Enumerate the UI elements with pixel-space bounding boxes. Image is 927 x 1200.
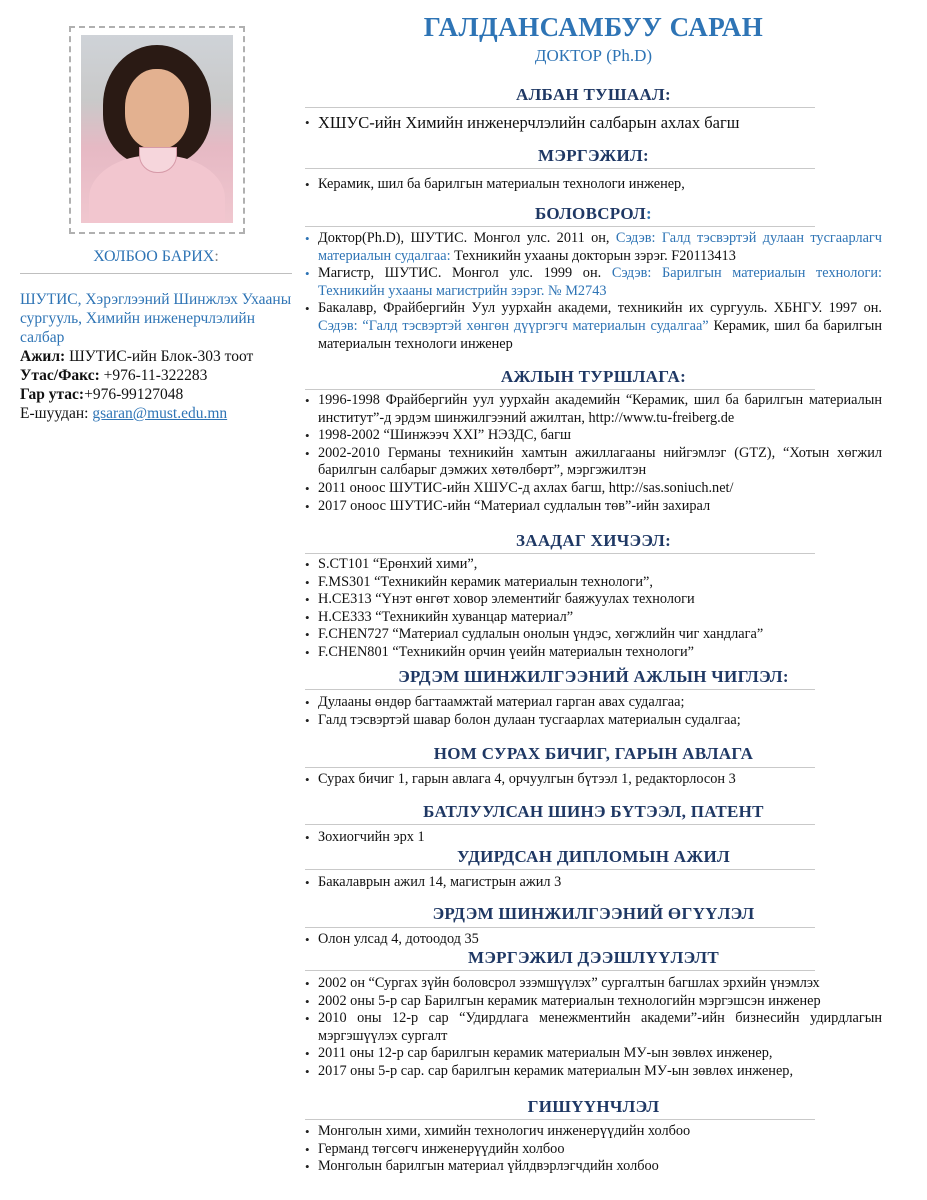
contact-organization: ШУТИС, Хэрэглээний Шинжлэх Ухааны сургууль, Химийн инженерчлэлийн салбар: [20, 291, 292, 346]
list-item: • 2002-2010 Германы техникийн хамтын ажиллагааны нийгэмлэг (GTZ), “Хотын хөгжил барилгын салбарыг дэмжих хөтөлбөрт”, мэргэжилтэн: [305, 445, 882, 480]
list-item: • Бакалавр, Фрайбергийн Уул уурхайн академи, техникийн их сургууль. ХБНГУ. 1997 он. Сэдэв: “Галд тэсвэртэй хөнгөн дүүргэгч материалын судалгаа” Керамик, шил ба барилгын материалын технологи инженер: [305, 300, 882, 353]
list-item: • Керамик, шил ба барилгын материалын технологи инженер,: [305, 176, 882, 194]
list-item: • 1998-2002 “Шинжээч XXI” НЭЗДС, багш: [305, 427, 882, 445]
section-title-profession: МЭРГЭЖИЛ:: [538, 146, 649, 165]
list-item: • H.CE333 “Техникийн хуванцар материал”: [305, 609, 882, 627]
position-list: [305, 114, 882, 132]
section-divider: [305, 869, 815, 870]
section-title-supervised: УДИРДСАН ДИПЛОМЫН АЖИЛ: [457, 847, 730, 866]
list-item: • Монголын хими, химийн технологич инженерүүдийн холбоо: [305, 1123, 882, 1141]
list-item: • Зохиогчийн эрх 1: [305, 829, 882, 847]
list-item: • 2011 оноос ШУТИС-ийн ХШУС-д ахлах багш, http://sas.soniuch.net/: [305, 480, 882, 498]
section-divider: [305, 824, 815, 825]
list-item: • 2011 оны 12-р сар барилгын керамик материалын МУ-ын зөвлөх инженер,: [305, 1045, 882, 1063]
contact-mobile: Гар утас:+976-99127048: [20, 386, 184, 403]
section-divider: [305, 1119, 815, 1120]
list-item: • H.CE313 “Үнэт өнгөт ховор элементийг баяжуулах технологи: [305, 591, 882, 609]
list-item: • Доктор(Ph.D), ШУТИС. Монгол улс. 2011 он, Сэдэв: Галд тэсвэртэй дулаан тусгаарлагч материалын судалгаа: Техникийн ухааны докторын зэрэг. F20113413: [305, 230, 882, 265]
profile-photo-frame: [69, 26, 245, 234]
section-divider: [305, 553, 815, 554]
contact-work: Ажил: ШУТИС-ийн Блок-303 тоот: [20, 348, 254, 365]
section-divider: [305, 389, 815, 390]
list-item: • 2002 он “Сургах зүйн боловсрол эзэмшүүлэх” сургалтын багшлах эрхийн үнэмлэх: [305, 975, 882, 993]
list-item: • F.MS301 “Техникийн керамик материалын технологи”,: [305, 574, 882, 592]
contact-phone: Утас/Факс: +976-11-322283: [20, 367, 208, 384]
research-list: [305, 694, 882, 729]
supervised-list: [305, 874, 882, 892]
section-title-patents: БАТЛУУЛСАН ШИНЭ БҮТЭЭЛ, ПАТЕНТ: [423, 802, 764, 821]
section-title-articles: ЭРДЭМ ШИНЖИЛГЭЭНИЙ ӨГҮҮЛЭЛ: [432, 904, 755, 923]
articles-list: [305, 931, 882, 949]
section-title-education: БОЛОВСРОЛ:: [534, 204, 652, 223]
email-link[interactable]: gsaran@must.edu.mn: [92, 405, 228, 422]
section-title-research: ЭРДЭМ ШИНЖИЛГЭЭНИЙ АЖЛЫН ЧИГЛЭЛ:: [398, 667, 789, 686]
section-divider: [305, 970, 815, 971]
section-divider: [305, 226, 815, 227]
list-item: • 1996-1998 Фрайбергийн уул уурхайн академийн “Керамик, шил ба барилгын материалын институт”-д эрдэм шинжилгээний ажилтан, http://www.tu-freiberg.de: [305, 392, 882, 427]
section-title-training: МЭРГЭЖИЛ ДЭЭШЛҮҮЛЭЛТ: [467, 948, 720, 967]
section-title-experience: АЖЛЫН ТУРШЛАГА:: [500, 367, 687, 386]
list-item: • Германд төгсөгч инженерүүдийн холбоо: [305, 1141, 882, 1159]
list-item: • Бакалаврын ажил 14, магистрын ажил 3: [305, 874, 882, 892]
experience-list: [305, 392, 882, 515]
membership-list: [305, 1123, 882, 1176]
section-title-membership: ГИШҮҮНЧЛЭЛ: [527, 1097, 660, 1116]
section-divider: [305, 767, 815, 768]
person-degree: ДОКТОР (Ph.D): [534, 46, 653, 65]
list-item: • F.CHEN727 “Материал судлалын онолын үндэс, хөгжлийн чиг хандлага”: [305, 626, 882, 644]
education-list: [305, 230, 882, 353]
list-item: • Олон улсад 4, дотоодод 35: [305, 931, 882, 949]
list-item: • 2010 оны 12-р сар “Удирдлага менежментийн академи”-ийн бизнесийн удирдлагын мэргэшүүлэх сургалт: [305, 1010, 882, 1045]
profession-list: [305, 176, 882, 194]
section-divider: [305, 107, 815, 108]
courses-list: [305, 556, 882, 662]
list-item: • 2017 оноос ШУТИС-ийн “Материал судлалын төв”-ийн захирал: [305, 498, 882, 516]
contact-block: [20, 290, 292, 423]
list-item: • Сурах бичиг 1, гарын авлага 4, орчуулгын бүтээл 1, редакторлосон 3: [305, 771, 882, 789]
patents-list: [305, 829, 882, 847]
person-name: ГАЛДАНСАМБУУ САРАН: [423, 12, 764, 42]
contact-heading: ХОЛБОО БАРИХ:: [93, 248, 219, 265]
training-list: [305, 975, 882, 1081]
contact-divider: [20, 273, 292, 274]
contact-email: Е-шуудан: gsaran@must.edu.mn: [20, 405, 228, 422]
profile-photo: [81, 35, 233, 223]
list-item: • F.CHEN801 “Техникийн орчин үеийн материалын технологи”: [305, 644, 882, 662]
section-divider: [305, 168, 815, 169]
section-divider: [305, 927, 815, 928]
section-title-courses: ЗААДАГ ХИЧЭЭЛ:: [515, 531, 672, 550]
section-title-books: НОМ СУРАХ БИЧИГ, ГАРЫН АВЛАГА: [433, 744, 754, 763]
books-list: [305, 771, 882, 789]
list-item: • Магистр, ШУТИС. Монгол улс. 1999 он. Сэдэв: Барилгын материалын технологи: Техникийн ухааны магистрийн зэрэг. № M2743: [305, 265, 882, 300]
list-item: • Монголын барилгын материал үйлдвэрлэгчдийн холбоо: [305, 1158, 882, 1176]
list-item: • Дулааны өндөр багтаамжтай материал гарган авах судалгаа;: [305, 694, 882, 712]
list-item: • 2002 оны 5-р сар Барилгын керамик материалын технологийн мэргэшсэн инженер: [305, 993, 882, 1011]
section-title-position: АЛБАН ТУШААЛ:: [516, 85, 671, 104]
list-item: • 2017 оны 5-р сар. сар барилгын керамик материалын МУ-ын зөвлөх инженер,: [305, 1063, 882, 1081]
list-item: • Галд тэсвэртэй шавар болон дулаан тусгаарлах материалын судалгаа;: [305, 712, 882, 730]
section-divider: [305, 689, 815, 690]
list-item: • ХШУС-ийн Химийн инженерчлэлийн салбарын ахлах багш: [305, 114, 882, 132]
list-item: • S.CT101 “Ерөнхий хими”,: [305, 556, 882, 574]
